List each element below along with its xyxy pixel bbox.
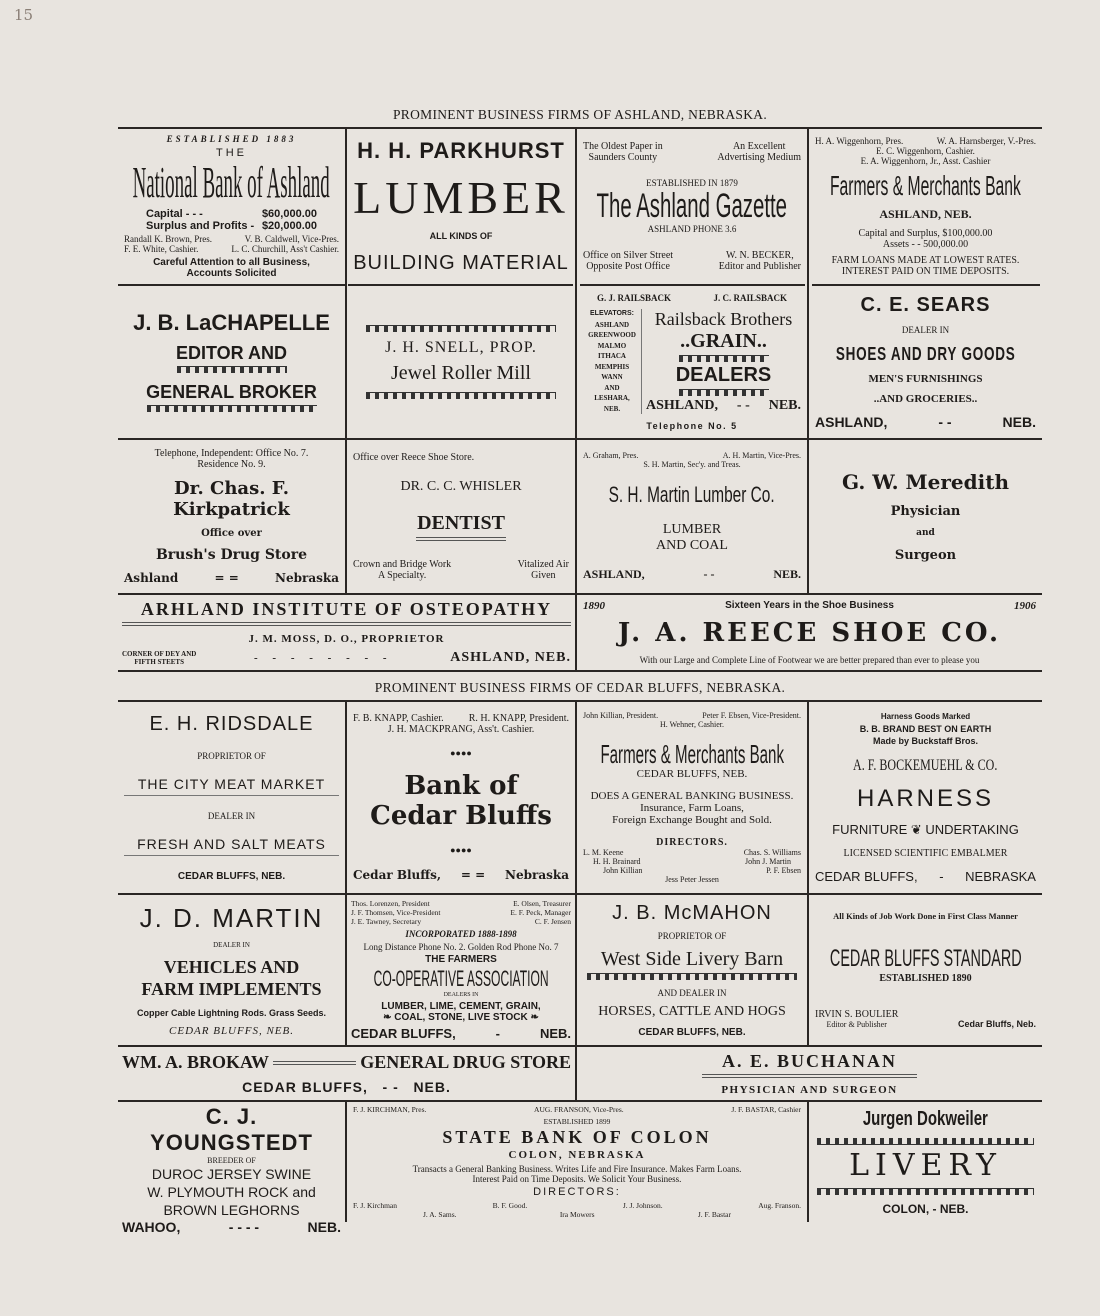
officer: H. A. Wiggenhorn, Pres.: [815, 135, 904, 146]
state: NEB.: [539, 1025, 571, 1041]
section-title-cedar-bluffs: PROMINENT BUSINESS FIRMS OF CEDAR BLUFFS, NEBRASKA.: [374, 680, 786, 695]
officer: E. A. Wiggenhorn, Jr., Asst. Cashier: [860, 155, 991, 166]
officer: S. H. Martin, Sec'y. and Treas.: [643, 459, 741, 469]
elevator-town: MALMO: [597, 341, 627, 350]
director: P. F. Ebsen: [766, 865, 801, 875]
text: DEALER IN: [207, 810, 256, 821]
text: DOES A GENERAL BANKING BUSINESS.: [590, 790, 794, 803]
phone: Residence No. 9.: [197, 459, 266, 470]
firm-name: Railsback Brothers: [654, 309, 793, 330]
state: NEB.: [1002, 413, 1036, 430]
state: NEB.: [413, 1079, 451, 1095]
text: FURNITURE ❦ UNDERTAKING: [832, 822, 1019, 838]
city: ASHLAND,: [815, 413, 888, 430]
ad-state-bank-of-colon: [347, 1102, 807, 1222]
text: Vitalized Air: [517, 558, 569, 570]
material: BUILDING MATERIAL: [353, 251, 569, 274]
text: PROPRIETOR OF: [197, 751, 266, 762]
directors-label: DIRECTORS.: [656, 836, 728, 848]
title: PHYSICIAN AND SURGEON: [721, 1084, 898, 1096]
officer: J. E. Tawney, Secretary: [351, 917, 422, 927]
grain: ..GRAIN..: [680, 330, 767, 353]
ad-youngstedt: [118, 1102, 345, 1235]
ad-sh-martin-lumber: [577, 440, 807, 593]
text: BROWN LEGHORNS: [163, 1202, 300, 1218]
rule: [702, 1074, 917, 1078]
bank-name: STATE BANK OF COLON: [442, 1127, 712, 1148]
ad-jd-martin: [118, 895, 345, 1045]
text: FARM LOANS MADE AT LOWEST RATES.: [831, 255, 1020, 267]
officer: AUG. FRANSON, Vice-Pres.: [534, 1105, 624, 1115]
the: THE: [216, 146, 247, 159]
name: J. B. McMAHON: [612, 902, 772, 925]
officer: Thos. Lorenzen, President: [351, 899, 430, 909]
text: EDITOR AND: [175, 342, 287, 363]
ad-osteopathy-institute: [118, 595, 575, 670]
city: ASHLAND, NEB.: [879, 206, 972, 221]
ad-dokweiler-livery: [809, 1102, 1042, 1222]
dashes: - -: [938, 413, 952, 430]
text: DEALER IN: [213, 941, 250, 950]
ad-farmers-cooperative-association: [347, 895, 575, 1045]
text: Office over: [201, 528, 262, 539]
city: COLON, - NEB.: [882, 1201, 969, 1216]
ornament: [679, 389, 769, 396]
director: B. F. Good.: [492, 1200, 528, 1210]
director: F. J. Kirchman: [353, 1200, 397, 1210]
text: VEHICLES AND: [163, 957, 300, 978]
rule: [118, 670, 1042, 672]
ad-ce-sears: [809, 286, 1042, 438]
surplus: $20,000.00: [261, 219, 317, 232]
name: C. J. YOUNGSTEDT: [150, 1104, 313, 1155]
page-number: 15: [14, 6, 34, 24]
state: NEB.: [307, 1219, 341, 1235]
officer: V. B. Caldwell, Vice-Pres.: [244, 234, 339, 245]
editor: IRVIN S. BOULIER: [815, 1008, 899, 1020]
elevator-town: AND: [604, 383, 620, 392]
name: J. A. REECE SHOE CO.: [617, 618, 1002, 649]
ornament: [177, 366, 287, 373]
established: ESTABLISHED 1899: [543, 1116, 611, 1126]
dashes: - - - -: [228, 1219, 260, 1235]
text: ❧ COAL, STONE, LIVE STOCK ❧: [383, 1012, 539, 1024]
rule: [122, 622, 571, 626]
name: Jurgen Dokweiler: [862, 1108, 989, 1131]
officer: J. H. MACKPRANG, Ass't. Cashier.: [387, 723, 535, 735]
all-kinds: ALL KINDS OF: [429, 231, 493, 242]
city: CEDAR BLUFFS, NEB.: [177, 870, 286, 882]
incorporated: INCORPORATED 1888-1898: [405, 928, 517, 939]
officer: Randall K. Brown, Pres.: [124, 234, 212, 245]
text: Physician: [890, 503, 961, 519]
state: NEBRASKA: [965, 869, 1036, 885]
officer: E. C. Wiggenhorn, Cashier.: [876, 145, 975, 156]
owner: G. J. RAILSBACK: [597, 293, 672, 304]
dash: -: [939, 869, 944, 885]
name: A. E. BUCHANAN: [721, 1051, 897, 1071]
officer: A. Graham, Pres.: [583, 450, 639, 460]
city: Cedar Bluffs, Neb.: [957, 1018, 1036, 1029]
officer: E. Olsen, Treasurer: [513, 899, 571, 909]
slogan: Careful Attention to all Business,: [153, 256, 310, 268]
owner: J. C. RAILSBACK: [713, 293, 787, 304]
text: Insurance, Farm Loans,: [640, 802, 744, 815]
officer: A. H. Martin, Vice-Pres.: [722, 450, 801, 460]
director: H. H. Brainard: [593, 856, 641, 866]
city: Cedar Bluffs,: [353, 868, 442, 883]
text: Editor and Publisher: [718, 261, 801, 273]
name: E. H. RIDSDALE: [149, 713, 314, 736]
ornament: [817, 1138, 1034, 1145]
city: CEDAR BLUFFS,: [242, 1079, 368, 1095]
officer: Peter F. Ebsen, Vice-President.: [702, 711, 801, 721]
state: Nebraska: [505, 868, 569, 883]
bank-name: Bank of: [404, 771, 518, 802]
text: HORSES, CATTLE AND HOGS: [598, 1004, 786, 1020]
director: Ira Mowers: [559, 1209, 595, 1219]
dealers: DEALERS: [675, 364, 772, 387]
directors-label: DIRECTORS:: [533, 1186, 621, 1199]
ad-dr-kirkpatrick: [118, 440, 345, 593]
capital: $60,000.00: [261, 207, 317, 220]
ad-parkhurst-lumber: [347, 129, 575, 284]
editor: W. N. BECKER,: [726, 250, 794, 262]
text: LUMBER: [662, 521, 722, 537]
proprietor: J. H. SNELL, PROP.: [385, 339, 537, 357]
ad-ridsdale: [118, 702, 345, 893]
dashes: = =: [214, 571, 239, 585]
city: CEDAR BLUFFS,: [815, 869, 918, 885]
text: Editor & Publisher: [826, 1019, 887, 1029]
ad-railsback-brothers: [577, 286, 807, 438]
paper-name: The Ashland Gazette: [596, 187, 788, 226]
slogan: With our Large and Complete Line of Footwear we are better prepared than ever to please you: [639, 654, 980, 665]
text: Foreign Exchange Bought and Sold.: [612, 814, 772, 827]
ad-farmers-merchants-bank-cedar-bluffs: [577, 702, 807, 893]
state: NEB.: [773, 567, 801, 582]
city: Ashland: [124, 571, 179, 585]
text: Opposite Post Office: [586, 261, 670, 273]
firm-name: S. H. Martin Lumber Co.: [608, 482, 776, 508]
dash: -: [495, 1025, 500, 1041]
livery: LIVERY: [849, 1148, 1002, 1184]
phone: Telephone No. 5: [646, 420, 738, 431]
established: ESTABLISHED IN 1879: [646, 178, 738, 189]
director: John Killian: [603, 865, 643, 875]
state: Nebraska: [275, 571, 339, 585]
director: J. F. Bastar: [697, 1209, 731, 1219]
text: Interest Paid on Time Deposits. We Solicit Your Business.: [472, 1173, 682, 1184]
dashes: - - - - - - - -: [254, 651, 393, 664]
ornament: [366, 325, 556, 332]
ad-dr-whisler: [347, 440, 575, 593]
address: CORNER OF DEY AND: [122, 649, 197, 658]
city: CEDAR BLUFFS,: [351, 1025, 456, 1041]
officer: E. F. Peck, Manager: [510, 908, 571, 918]
ornament: [817, 1188, 1034, 1195]
ornament: [366, 392, 556, 399]
name: Dr. Chas. F. Kirkpatrick: [173, 478, 290, 520]
capital-label: Capital - - -: [146, 207, 203, 220]
ad-brokaw-drug-store: [118, 1047, 575, 1100]
officer: F. E. White, Cashier.: [124, 244, 199, 255]
text: A Specialty.: [377, 569, 427, 581]
ad-bank-of-cedar-bluffs: [347, 702, 575, 893]
name: H. H. PARKHURST: [357, 138, 565, 164]
text: DUROC JERSEY SWINE: [151, 1166, 312, 1182]
ad-ashland-gazette: [577, 129, 807, 284]
ad-snell-jewel-roller-mill: [347, 286, 575, 438]
ad-lachapelle: [118, 286, 345, 438]
text: INTEREST PAID ON TIME DEPOSITS.: [841, 266, 1010, 278]
text: Brush's Drug Store: [155, 547, 308, 563]
text: W. PLYMOUTH ROCK and: [147, 1184, 316, 1200]
tagline: Sixteen Years in the Shoe Business: [725, 600, 894, 612]
ornament: [147, 405, 317, 412]
city: CEDAR BLUFFS, NEB.: [638, 1026, 746, 1038]
slogan: Accounts Solicited: [186, 267, 277, 279]
market: THE CITY MEAT MARKET: [124, 776, 339, 796]
officer: H. Wehner, Cashier.: [660, 720, 724, 730]
officer: L. C. Churchill, Ass't Cashier.: [231, 244, 339, 255]
bank-name: Cedar Bluffs: [370, 801, 552, 832]
elevator-town: ITHACA: [597, 352, 626, 361]
rule: [273, 1061, 356, 1065]
city: ASHLAND,: [646, 398, 718, 414]
officer: F. J. KIRCHMAN, Pres.: [353, 1105, 427, 1115]
director: Jess Peter Jessen: [665, 874, 719, 884]
ad-reece-shoe-co: [577, 595, 1042, 670]
name: J. D. MARTIN: [139, 902, 324, 933]
city: CEDAR BLUFFS, NEB.: [636, 767, 748, 780]
address: FIFTH STEETS: [134, 657, 184, 666]
text: Office on Silver Street: [583, 250, 674, 262]
director: John J. Martin: [745, 856, 791, 866]
elevators-label: ELEVATORS:: [590, 310, 634, 318]
text: Crown and Bridge Work: [353, 558, 452, 570]
text: and: [916, 528, 935, 539]
text: AND COAL: [656, 537, 728, 553]
dashes: - -: [703, 567, 715, 582]
store: GENERAL DRUG STORE: [360, 1052, 571, 1072]
text: GENERAL BROKER: [146, 382, 317, 403]
ad-mcmahon-livery: [577, 895, 807, 1045]
bank-name: National Bank of Ashland: [132, 158, 331, 208]
bank-name: Farmers & Merchants Bank: [600, 738, 784, 769]
year: 1890: [583, 600, 605, 613]
text: FRESH AND SALT MEATS: [124, 836, 339, 856]
name: A. F. BOCKEMUEHL & CO.: [853, 756, 998, 774]
dashes: - -: [736, 398, 750, 414]
text: LUMBER, LIME, CEMENT, GRAIN,: [381, 1001, 541, 1013]
director: J. A. Sams.: [423, 1209, 457, 1219]
director: L. M. Keene: [583, 847, 624, 857]
director: Chas. S. Williams: [743, 847, 801, 857]
text: All Kinds of Job Work Done in First Class Manner: [833, 911, 1018, 922]
officer: F. B. KNAPP, Cashier.: [353, 712, 444, 724]
proprietor: J. M. MOSS, D. O., PROPRIETOR: [248, 632, 445, 645]
dashes: = =: [460, 868, 486, 883]
city: ASHLAND,: [583, 567, 645, 582]
name: WM. A. BROKAW: [122, 1052, 270, 1072]
ad-gw-meredith: [809, 440, 1042, 593]
text: LICENSED SCIENTIFIC EMBALMER: [843, 848, 1008, 860]
elevator-town: MEMPHIS: [594, 362, 630, 371]
text: PROPRIETOR OF: [657, 931, 727, 942]
officer: J. F. BASTAR, Cashier: [731, 1105, 801, 1115]
mill-name: Jewel Roller Mill: [391, 361, 531, 384]
paper-name: CEDAR BLUFFS STANDARD: [829, 945, 1022, 973]
barn-name: West Side Livery Barn: [600, 947, 784, 970]
text: Copper Cable Lightning Rods. Grass Seeds.: [136, 1007, 327, 1018]
text: B. B. BRAND BEST ON EARTH: [859, 723, 992, 734]
section-title-ashland: PROMINENT BUSINESS FIRMS OF ASHLAND, NEBRASKA.: [393, 107, 767, 122]
name: DR. C. C. WHISLER: [400, 479, 522, 495]
text: DEALERS IN: [443, 992, 479, 999]
text: Office over Reece Shoe Store.: [353, 452, 475, 464]
text: An Excellent: [732, 140, 786, 152]
surplus-label: Surplus and Profits -: [146, 219, 255, 232]
text: BREEDER OF: [207, 1156, 256, 1165]
officer: R. H. KNAPP, President.: [468, 712, 569, 724]
text: Saunders County: [588, 151, 658, 163]
lumber: LUMBER: [353, 171, 569, 223]
director: J. J. Johnson.: [622, 1200, 663, 1210]
officer: W. A. Harnsberger, V.-Pres.: [936, 135, 1036, 146]
officer: John Killian, President.: [583, 711, 659, 721]
assets: Assets - - 500,000.00: [882, 238, 969, 250]
ornament: [587, 973, 797, 980]
elevator-town: WANN: [601, 373, 623, 382]
ornament: ●●●●: [450, 748, 472, 759]
ornament: ●●●●: [450, 844, 472, 855]
director: Aug. Franson.: [758, 1200, 801, 1210]
text: Surgeon: [894, 548, 957, 564]
harness: HARNESS: [856, 784, 995, 812]
capital: Capital and Surplus, $100,000.00: [858, 227, 993, 239]
dealer-in: DEALER IN: [901, 325, 950, 336]
officer: J. F. Thomsen, Vice-President: [351, 908, 441, 918]
goods: SHOES AND DRY GOODS: [835, 343, 1016, 364]
name: CO-OPERATIVE ASSOCIATION: [373, 965, 549, 991]
elevator-town: ASHLAND: [594, 320, 630, 329]
phone: Telephone, Independent: Office No. 7.: [154, 448, 309, 459]
dashes: - -: [382, 1079, 399, 1095]
state: NEB.: [768, 398, 801, 414]
text: The Oldest Paper in: [583, 140, 663, 152]
ad-bockemuehl-harness: [809, 702, 1042, 893]
text: ..AND GROCERIES..: [873, 393, 978, 406]
year: 1906: [1014, 600, 1036, 613]
name: C. E. SEARS: [860, 294, 991, 317]
established: ESTABLISHED 1883: [166, 134, 297, 145]
city: CEDAR BLUFFS, NEB.: [169, 1025, 294, 1038]
name: ARHLAND INSTITUTE OF OSTEOPATHY: [140, 599, 553, 620]
text: Advertising Medium: [717, 151, 801, 163]
text: MEN'S FURNISHINGS: [868, 373, 983, 386]
ad-cedar-bluffs-standard: [809, 895, 1042, 1045]
ad-farmers-merchants-bank-ashland: [809, 129, 1042, 284]
officer: C. F. Jensen: [534, 917, 571, 927]
text: FARM IMPLEMENTS: [141, 979, 322, 1000]
ad-national-bank-of-ashland: [118, 129, 345, 284]
bank-name: Farmers & Merchants Bank: [830, 170, 1021, 202]
name: G. W. Meredith: [841, 469, 1010, 494]
text: Transacts a General Banking Business. Writes Life and Fire Insurance. Makes Farm Loans.: [412, 1163, 742, 1174]
title: DENTIST: [417, 511, 505, 534]
ad-buchanan-physician: [577, 1047, 1042, 1100]
established: ESTABLISHED 1890: [879, 973, 972, 985]
phone: Long Distance Phone No. 2. Golden Rod Phone No. 7: [363, 941, 559, 952]
name: J. B. LaCHAPELLE: [133, 309, 330, 335]
ornament: [679, 355, 769, 362]
rule: [416, 537, 506, 541]
elevator-town: GREENWOOD: [588, 331, 636, 340]
elevator-town: LESHARA,: [594, 394, 630, 403]
elevator-town: NEB.: [603, 404, 621, 413]
text: Given: [531, 569, 556, 581]
phone: ASHLAND PHONE 3.6: [647, 224, 737, 235]
city: WAHOO,: [122, 1219, 181, 1235]
text: AND DEALER IN: [657, 988, 727, 999]
text: Harness Goods Marked: [880, 711, 971, 721]
text: THE FARMERS: [425, 954, 497, 966]
city: COLON, NEBRASKA: [508, 1148, 646, 1161]
text: Made by Buckstaff Bros.: [872, 735, 979, 746]
city: ASHLAND, NEB.: [450, 649, 571, 665]
